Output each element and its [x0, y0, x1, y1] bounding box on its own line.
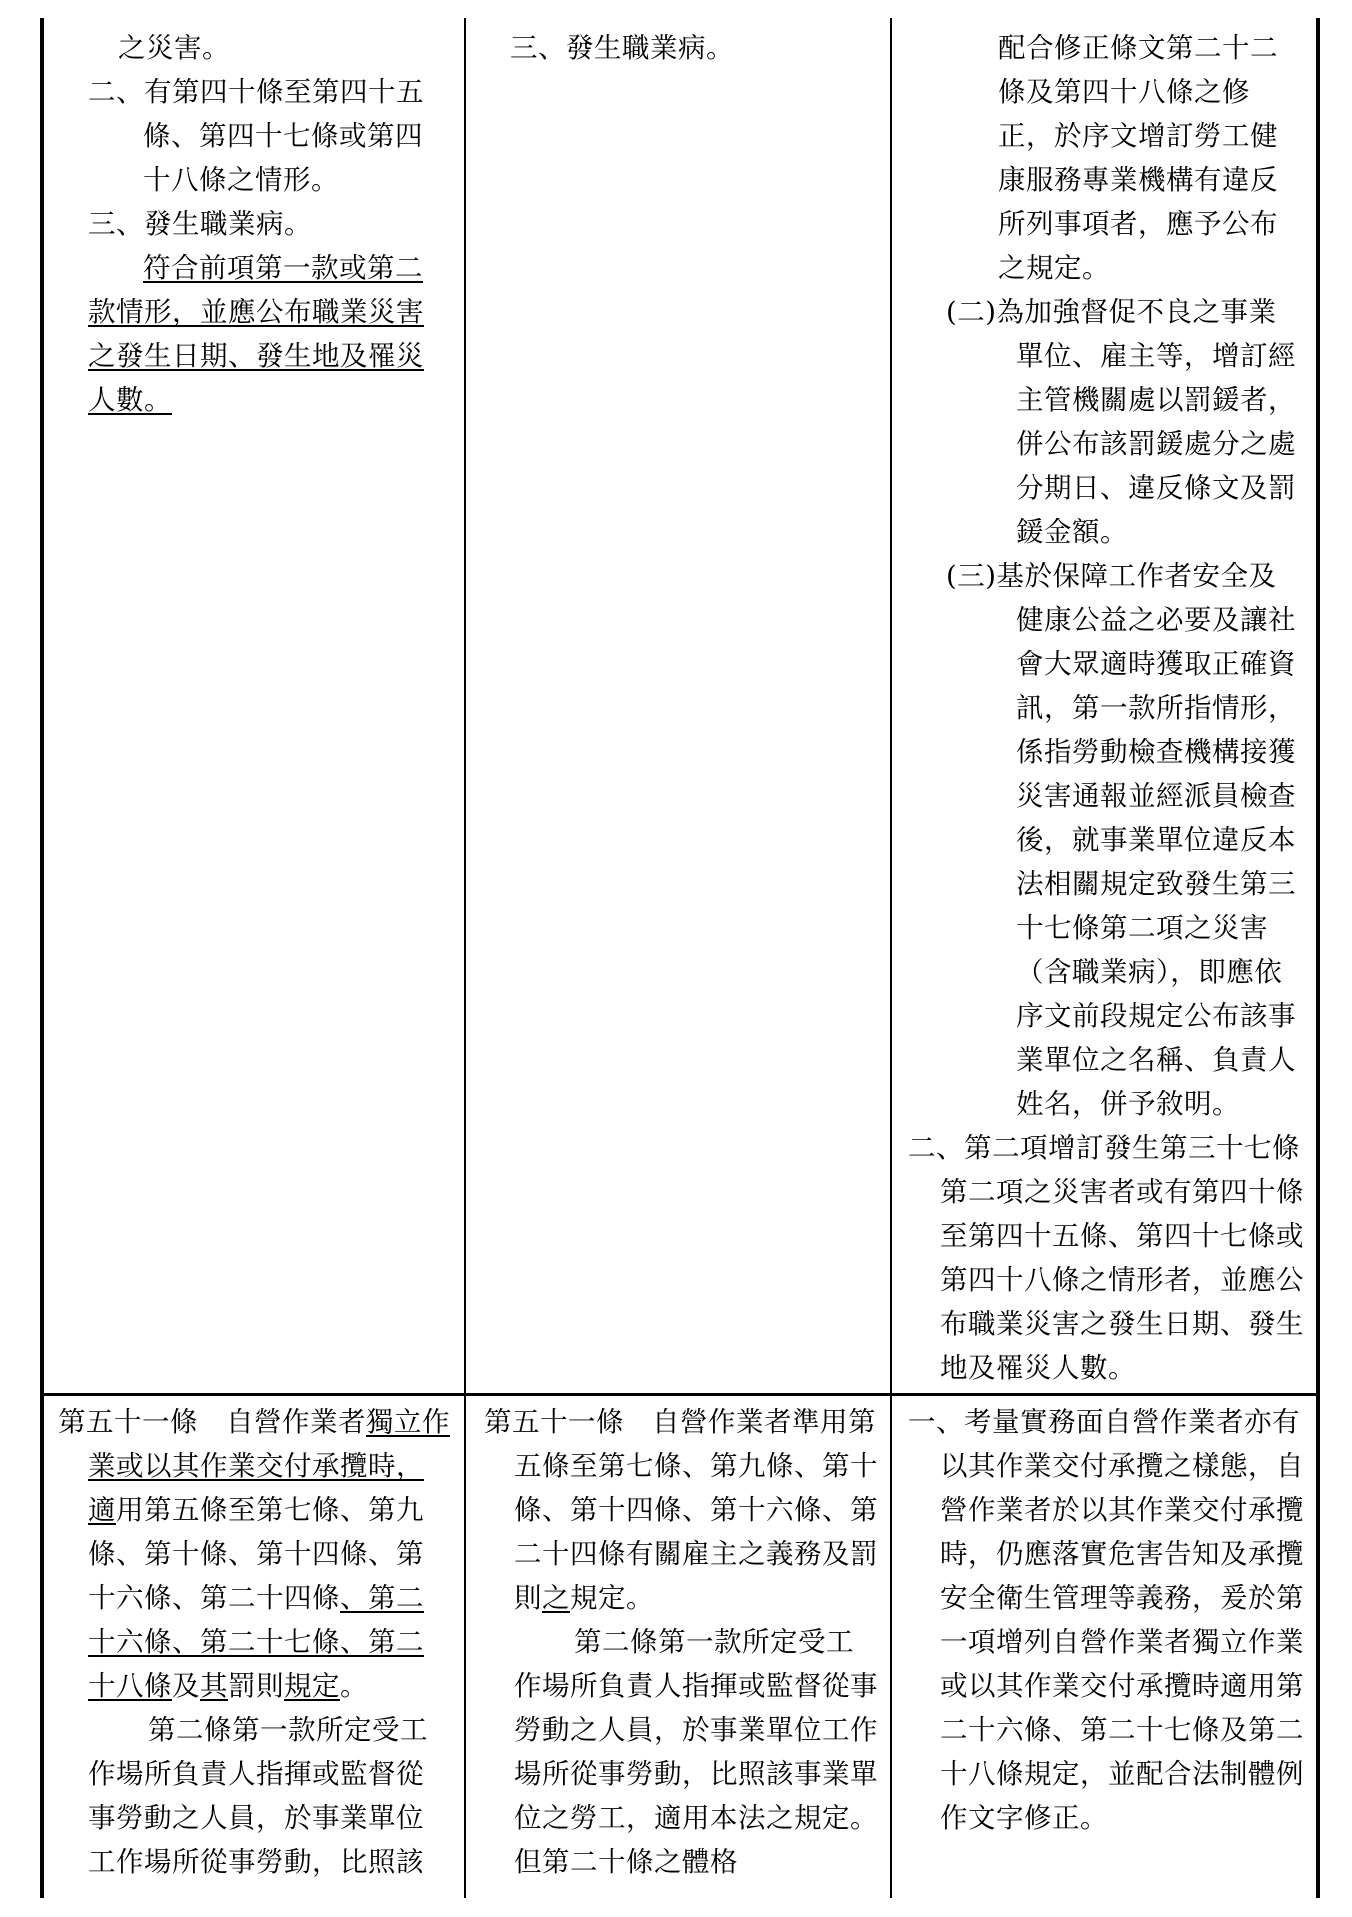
- lower-col1-art-a: 第五十一條 自營作業者: [58, 1406, 366, 1438]
- lower-col2-cell: [484, 1400, 880, 1884]
- upper-col2-item3: 三、發生職業病。: [510, 32, 734, 64]
- upper-col1-para: 符合前項第一款或第二款情形，並應公布職業災害之發生日期、發生地及罹災人數。: [88, 252, 424, 416]
- upper-col1-item3: 三、發生職業病。: [88, 208, 312, 240]
- lower-col3-cell: [908, 1400, 1304, 1840]
- lower-col2-para: 第二條第一款所定受工作場所負責人指揮或監督從事勞動之人員，於事業單位工作場所從事勞動，比照該事業單位之勞工，適用本法之規定。但第二十條之體格: [514, 1626, 878, 1878]
- upper-col3-item2: 二、第二項增訂發生第三十七條第二項之災害者或有第四十條至第四十五條、第四十七條或第四十八條之情形者，並應公布職業災害之發生日期、發生地及罹災人數。: [908, 1132, 1304, 1384]
- lower-col1-cell: [58, 1400, 450, 1884]
- lower-col2-art-b: 規定。: [570, 1582, 654, 1614]
- upper-col3-cell: [908, 26, 1304, 1390]
- lower-col3-item1: 一、考量實務面自營作業者亦有以其作業交付承攬之樣態，自營作業者於以其作業交付承攬時，仍應落實危害告知及承攬安全衛生管理等義務，爰於第一項增列自營作業者獨立作業或以其作業交付承攬時適用第二十六條、第二十七條及第二十八條規定，並配合法制體例作文字修正。: [908, 1406, 1304, 1834]
- upper-col3-sub3: (三)基於保障工作者安全及健康公益之必要及讓社會大眾適時獲取正確資訊，第一款所指情形，係指勞動檢查機構接獲災害通報並經派員檢查後，就事業單位違反本法相關規定致發生第三十七條第二項之災害（含職業病），即應依序文前段規定公布該事業單位之名稱、負責人姓名，併予敘明。: [946, 560, 1296, 1120]
- column-divider-2: [890, 18, 892, 1898]
- lower-col1-art-b: 用第五條至第七條、第九條、第十條、第十四條、第十六條、第二十四條: [88, 1494, 424, 1614]
- lower-col1-art-u3: 其: [200, 1670, 228, 1702]
- upper-col3-sub2: (二)為加強督促不良之事業單位、雇主等，增訂經主管機關處以罰鍰者，併公布該罰鍰處分之處分期日、違反條文及罰鍰金額。: [946, 296, 1296, 548]
- lower-col1-article: [58, 1400, 450, 1708]
- upper-col3-cont: 配合修正條文第二十二條及第四十八條之修正，於序文增訂勞工健康服務專業機構有違反所列事項者，應予公布之規定。: [998, 32, 1278, 284]
- lower-col2-art-u: 之: [542, 1582, 570, 1614]
- lower-col1-art-d: 罰則: [228, 1670, 284, 1702]
- lower-col2-article: [484, 1400, 880, 1620]
- table-right-border: [1316, 18, 1320, 1898]
- upper-col1-item2: 二、有第四十條至第四十五條、第四十七條或第四十八條之情形。: [88, 76, 424, 196]
- column-divider-1: [464, 18, 466, 1898]
- lower-col1-art-u1: 獨立作業或以其作業交付承攬時，適: [88, 1406, 450, 1526]
- row-divider: [40, 1393, 1320, 1396]
- table-left-border: [40, 18, 44, 1898]
- lower-col1-art-c: 及: [172, 1670, 200, 1702]
- lower-col1-art-e: 。: [340, 1670, 368, 1702]
- upper-col1-line1: 之災害。: [118, 32, 230, 64]
- lower-col1-para: 第二條第一款所定受工作場所負責人指揮或監督從事勞動之人員，於事業單位工作場所從事勞動，比照該: [88, 1714, 428, 1878]
- lower-col2-art-a: 第五十一條 自營作業者準用第五條至第七條、第九條、第十條、第十四條、第十六條、第二十四條有關雇主之義務及罰則: [484, 1406, 878, 1614]
- upper-col1-cell: [88, 26, 450, 422]
- upper-col2-cell: [510, 26, 880, 70]
- lower-col1-art-u4: 規定: [284, 1670, 340, 1702]
- lower-col1-art-u2: 、第二十六條、第二十七條、第二十八條: [88, 1582, 424, 1702]
